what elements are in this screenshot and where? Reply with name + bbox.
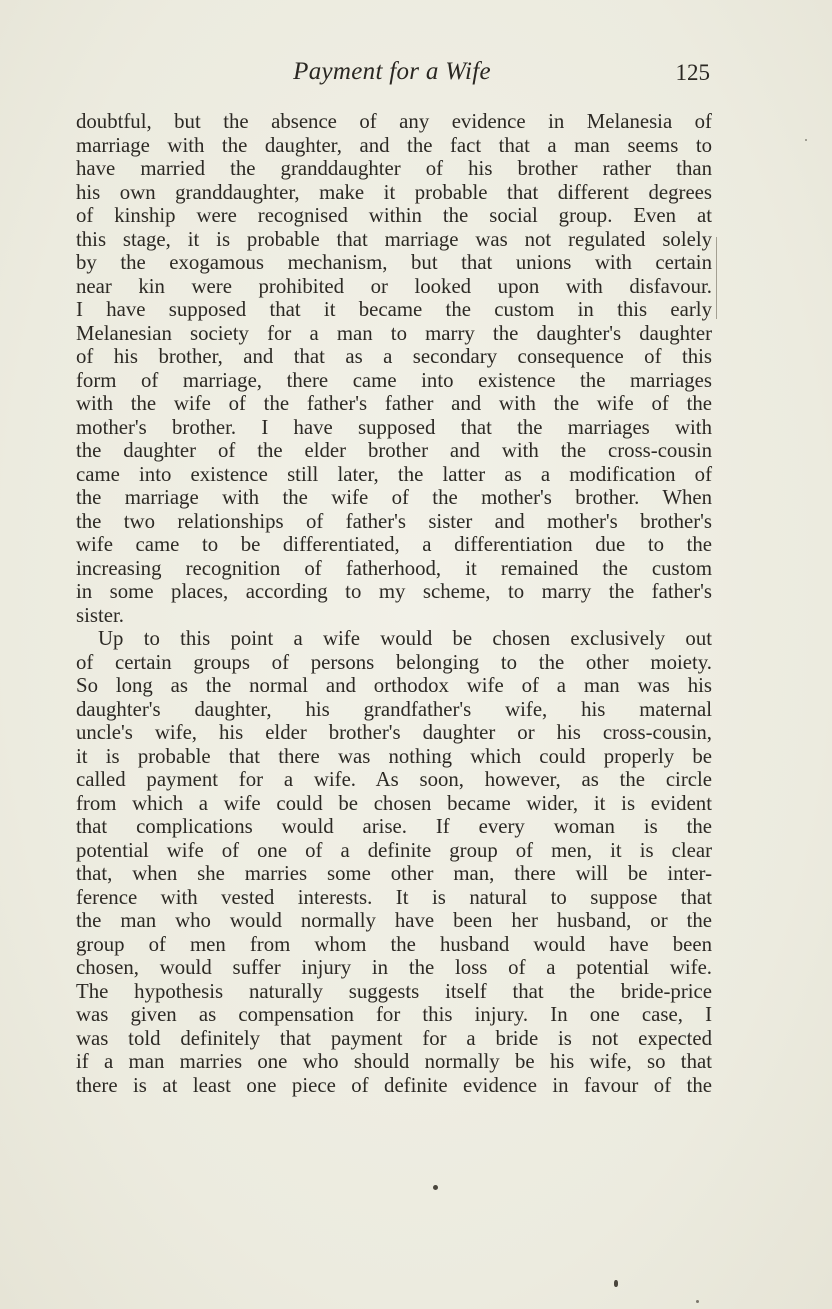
text-line: The hypothesis naturally suggests itself that the bride-price [76, 979, 712, 1003]
text-line: marriage with the daughter, and the fact that a man seems to [76, 133, 712, 157]
text-line: Up to this point a wife would be chosen exclusively out [98, 627, 712, 650]
text-line: have married the granddaughter of his brother rather than [76, 157, 712, 180]
text-line: chosen, would suffer injury in the loss of a potential wife. [76, 956, 712, 979]
text-line: was told definitely that payment for a bride is not expected [76, 1026, 712, 1050]
text-line: uncle's wife, his elder brother's daughter or his cross-cousin, [76, 721, 712, 744]
text-line: of his brother, and that as a secondary consequence of this [76, 345, 712, 368]
text-line: by the exogamous mechanism, but that unions with certain [76, 251, 712, 274]
text-line: daughter's daughter, his grandfather's wife, his maternal [76, 697, 712, 721]
scan-speck [614, 1280, 618, 1287]
text-line: the two relationships of father's sister and mother's brother's [76, 509, 712, 533]
text-line: potential wife of one of a definite group of men, it is clear [76, 838, 712, 862]
scan-speck [805, 139, 807, 141]
text-line: from which a wife could be chosen became wider, it is evident [76, 791, 712, 815]
text-line: ference with vested interests. It is natural to suppose that [76, 885, 712, 909]
text-line: near kin were prohibited or looked upon with disfavour. [76, 274, 712, 298]
text-line: that, when she marries some other man, there will be inter- [76, 862, 712, 885]
text-line: of certain groups of persons belonging to the other moiety. [76, 650, 712, 674]
text-line: if a man marries one who should normally be his wife, so that [76, 1050, 712, 1073]
margin-pencil-mark [716, 237, 717, 319]
body-text [76, 110, 712, 1097]
text-line: wife came to be differentiated, a differentiation due to the [76, 533, 712, 556]
text-line: group of men from whom the husband would have been [76, 932, 712, 956]
text-line: in some places, according to my scheme, to marry the father's [76, 580, 712, 603]
text-line: his own granddaughter, make it probable that different degrees [76, 180, 712, 204]
text-line: it is probable that there was nothing which could properly be [76, 744, 712, 768]
running-title: Payment for a Wife [293, 58, 491, 85]
text-line: form of marriage, there came into existence the marriages [76, 368, 712, 392]
text-line: the man who would normally have been her husband, or the [76, 909, 712, 932]
text-line: came into existence still later, the latter as a modification of [76, 462, 712, 486]
text-line: the daughter of the elder brother and with the cross-cousin [76, 439, 712, 462]
text-line: with the wife of the father's father and with the wife of the [76, 392, 712, 415]
text-line: mother's brother. I have supposed that the marriages with [76, 415, 712, 439]
text-line: Melanesian society for a man to marry the daughter's daughter [76, 321, 712, 345]
text-line: of kinship were recognised within the social group. Even at [76, 204, 712, 227]
text-line: there is at least one piece of definite evidence in favour of the [76, 1073, 712, 1097]
scan-speck [433, 1185, 438, 1190]
text-line: So long as the normal and orthodox wife of a man was his [76, 674, 712, 697]
text-line: increasing recognition of fatherhood, it remained the custom [76, 556, 712, 580]
text-line: that complications would arise. If every woman is the [76, 815, 712, 838]
text-line: was given as compensation for this injury. In one case, I [76, 1003, 712, 1026]
scan-speck [696, 1300, 699, 1303]
page-number: 125 [675, 60, 710, 85]
text-line: this stage, it is probable that marriage was not regulated solely [76, 227, 712, 251]
text-line: doubtful, but the absence of any evidence in Melanesia of [76, 110, 712, 133]
text-line: sister. [76, 603, 124, 627]
text-line: the marriage with the wife of the mother's brother. When [76, 486, 712, 509]
text-line: I have supposed that it became the custom in this early [76, 298, 712, 321]
page-header [72, 58, 712, 98]
text-line: called payment for a wife. As soon, however, as the circle [76, 768, 712, 791]
